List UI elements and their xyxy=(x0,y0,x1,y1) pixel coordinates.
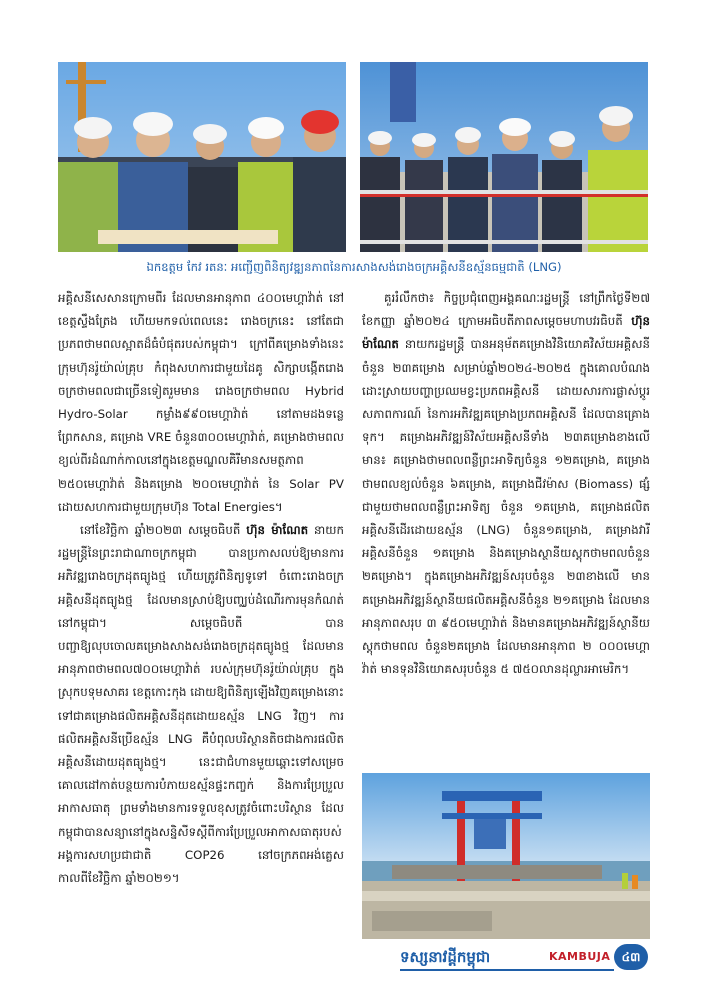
pm-name-left: ហ៊ុន ម៉ាណែត xyxy=(246,523,309,538)
right-paragraph-1-lead: គួររំលឹកថា៖ កិច្ចប្រជុំពេញអង្គគណៈរដ្ឋមន្ត្រី នៅព្រឹកថ្ងៃទី២៧ ខែកញ្ញា ឆ្នាំ២០២៤ ក្រោមអធិបតីភាពសម្តេចមហាបវរធិបតី xyxy=(362,291,650,329)
magazine-title: ទស្សនាវដ្តីកម្ពុជា xyxy=(400,948,491,966)
left-paragraph-2 xyxy=(58,519,344,890)
photo-right-illustration xyxy=(360,62,648,252)
magazine-brand: KAMBUJA xyxy=(549,950,611,963)
left-paragraph-2-rest: នាយករដ្ឋមន្ត្រីនៃព្រះរាជាណាចក្រកម្ពុជា បានប្រកាសលប់ឱ្យមានការអភិវឌ្ឍរោងចក្រដុតធ្យូងថ្ម ហើយត្រូវពិនិត្យទូទៅ ចំពោះរោងចក្រអគ្គិសនីដុតធ្យូងថ្ម ដែលមានស្រាប់ឱ្យបញ្ឈប់ដំណើរការមុនកំណត់នៅកម្ពុជា។ សម្តេចធិបតី បានបញ្ជាឱ្យលុបចោលគម្រោងសាងសង់រោងចក្រដុតធ្យូងថ្ម ដែលមានអានុភាពថាមពល៧០០មេហ្គាវ៉ាត់ របស់ក្រុមហ៊ុនរ៉ូយ៉ាល់គ្រុប ក្នុងស្រុកបទុមសាគរ ខេត្តកោះកុង ដោយឱ្យពិនិត្យឡើងវិញគម្រោងនោះ ទៅជាគម្រោងផលិតអគ្គិសនីដុតដោយឧស្ម័ន LNG វិញ។ ការផលិតអគ្គិសនីប្រើឧស្ម័ន LNG គឺបំពុលបរិស្ថានតិចជាងការផលិតអគ្គិសនីដោយដុតធ្យូងថ្ម។ នេះជាជំហានមួយឆ្ពោះទៅសម្រេចគោលដៅកាត់បន្ថយការបំភាយឧស្ម័នផ្ទះកញ្ចក់ និងការប្រែប្រួលអាកាសធាតុ ព្រមទាំងមានការទទួលខុសត្រូវចំពោះបរិស្ថាន ដែលកម្ពុជាបានសន្យានៅក្នុងសន្និសីទស្តីពីការប្រែប្រួលអាកាសធាតុរបស់អង្គការសហប្រជាជាតិ COP26 នៅចក្រភពអង់គ្លេស កាលពីខែវិច្ឆិកា ឆ្នាំ២០២១។ xyxy=(58,523,344,886)
lng-construction-photo xyxy=(362,773,650,939)
left-paragraph-1: អគ្គិសនីសេសានក្រោមពីរ ដែលមានអានុភាព ៤០០មេហ្គាវ៉ាត់ នៅខេត្តស្ទឹងត្រែង ហើយមកទល់ពេលនេះ រោងចក្រនេះ នៅតែជាប្រភពថាមពលស្អាតដ៏ធំបំផុតរបស់កម្ពុជា។ ក្រៅពីគម្រោងទាំងនេះ ក្រុមហ៊ុនរ៉ូយ៉ាល់គ្រុប កំពុងសហការជាមួយដៃគូ សិក្សាបង្កើតរោងចក្រថាមពលជាច្រើនទៀតរួមមាន រោងចក្រថាមពល Hybrid Hydro-Solar កម្លាំង៩៩០មេហ្គាវ៉ាត់ នៅតាមដងទន្លេ ព្រែកសាន, គម្រោង VRE ចំនួន៣០០មេហ្គាវ៉ាត់, គម្រោងថាមពលខ្យល់ពីរដំណាក់កាលនៅក្នុងខេត្តមណ្ឌលគិរីមានសមត្ថភាព ២៥០មេហ្គាវ៉ាត់ និងគម្រោង ២០០មេហ្គាវ៉ាត់ នៃ Solar PV ដោយសហការជាមួយក្រុមហ៊ុន Total Energies។ xyxy=(58,291,344,514)
right-paragraph-1-rest: នាយករដ្ឋមន្ត្រី បានអនុម័តគម្រោងវិនិយោគវិស័យអគ្គិសនីចំនួន ២៣គម្រោង សម្រាប់ឆ្នាំ២០២៤-២០២៥ ក្នុងគោលបំណងដោះស្រាយបញ្ហាប្រឈមខ្វះប្រភពអគ្គិសនី ដោយសារការផ្លាស់ប្តូរសភាពការណ៍ នៃការអភិវឌ្ឍគម្រោងប្រភពអគ្គិសនី ដែលបានគ្រោងទុក។ គម្រោងអភិវឌ្ឍន៍វិស័យអគ្គិសនីទាំង ២៣គម្រោងខាងលើមាន៖ គម្រោងថាមពលពន្លឺព្រះអាទិត្យចំនួន ១២គម្រោង, គម្រោងថាមពលខ្យល់ចំនួន ៦គម្រោង, គម្រោងជីវម៉ាស (Biomass) ផ្សំជាមួយថាមពលពន្លឺព្រះអាទិត្យ ចំនួន ១គម្រោង, គម្រោងផលិតអគ្គិសនីដើរដោយឧស្ម័ន (LNG) ចំនួន១គម្រោង, គម្រោងវារីអគ្គិសនីចំនួន ១គម្រោង និងគម្រោងស្ថានីយស្តុកថាមពលចំនួន ២គម្រោង។ ក្នុងគម្រោងអភិវឌ្ឍន៍សរុបចំនួន ២៣ខាងលើ មានគម្រោងអភិវឌ្ឍន៍ស្ថានីយផលិតអគ្គិសនីចំនួន ២១គម្រោង ដែលមានអានុភាពសរុប ៣ ៩៥០មេហ្គាវ៉ាត់ និងមានគម្រោងអភិវឌ្ឍន៍ស្ថានីយស្តុកថាមពល ចំនួន២គម្រោង ដែលមានអានុភាព ២ ០០០មេហ្គាវ៉ាត់ មានទុនវិនិយោគសរុបចំនួន ៥ ៧៥០លានដុល្លារអាមេរិក។ xyxy=(362,337,650,677)
article-column-right xyxy=(362,287,650,765)
site-visit-photo-left xyxy=(58,62,346,252)
page-number: ៤៣ xyxy=(614,944,648,970)
site-visit-photo-right xyxy=(360,62,648,252)
footer-divider xyxy=(400,969,614,971)
photo-left-illustration xyxy=(58,62,346,252)
right-paragraph-1 xyxy=(362,287,650,681)
lng-construction-illustration xyxy=(362,773,650,939)
pm-name-right: ហ៊ុន ម៉ាណែត xyxy=(362,314,650,352)
article-column-left xyxy=(58,287,344,943)
photo-caption: ឯកឧត្តម កែវ រតនៈ អញ្ជើញពិនិត្យវឌ្ឍនភាពនៃការសាងសង់រោងចក្រអគ្គិសនីឧស្ម័នធម្មជាតិ (LNG) xyxy=(146,260,562,274)
left-paragraph-2-lead: នៅខែវិច្ឆិកា ឆ្នាំ២០២៣ សម្តេចធិបតី xyxy=(80,523,247,538)
